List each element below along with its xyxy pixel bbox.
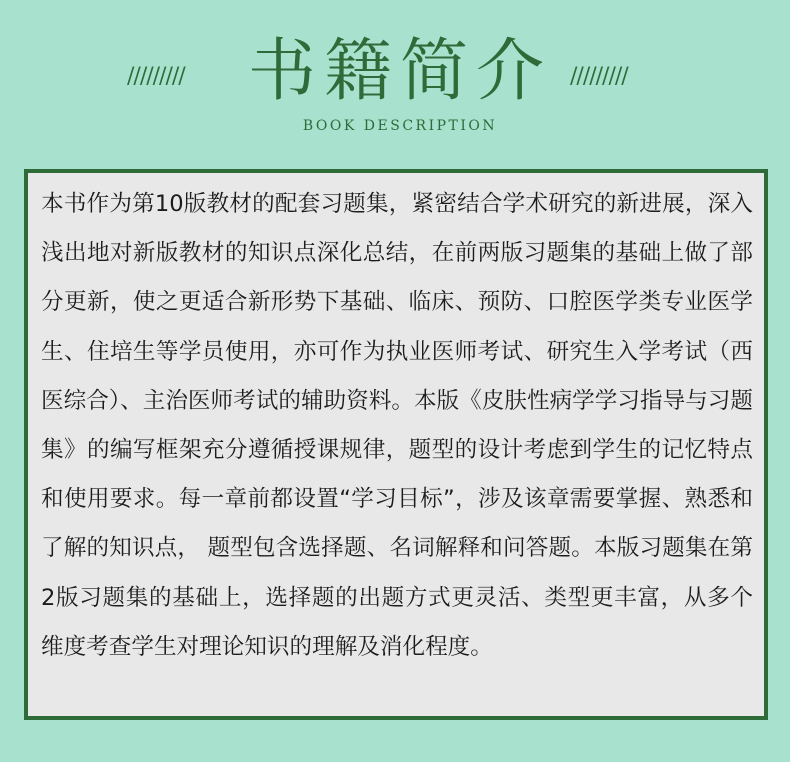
description-panel — [24, 169, 768, 720]
decorative-slashes-right: ///////// — [570, 64, 628, 89]
header — [0, 0, 790, 150]
decorative-slashes-left: ///////// — [127, 64, 185, 89]
description-text: 本书作为第10版教材的配套习题集，紧密结合学术研究的新进展，深入浅出地对新版教材的知识点深化总结，在前两版习题集的基础上做了部分更新，使之更适合新形势下基础、临床、预防、口腔医学类专业医学生、住培生等学员使用，亦可作为执业医师考试、研究生入学考试（西医综合）、主治医师考试的辅助资料。本版《皮肤性病学学习指导与习题集》的编写框架充分遵循授课规律，题型的设计考虑到学生的记忆特点和使用要求。每一章前都设置“学习目标”，涉及该章需要掌握、熟悉和了解的知识点， 题型包含选择题、名词解释和问答题。本版习题集在第2版习题集的基础上，选择题的出题方式更灵活、类型更丰富，从多个维度考查学生对理论知识的理解及消化程度。 — [41, 191, 753, 660]
page-title: 书籍简介 — [247, 32, 552, 111]
page-subtitle: BOOK DESCRIPTION — [302, 118, 498, 134]
